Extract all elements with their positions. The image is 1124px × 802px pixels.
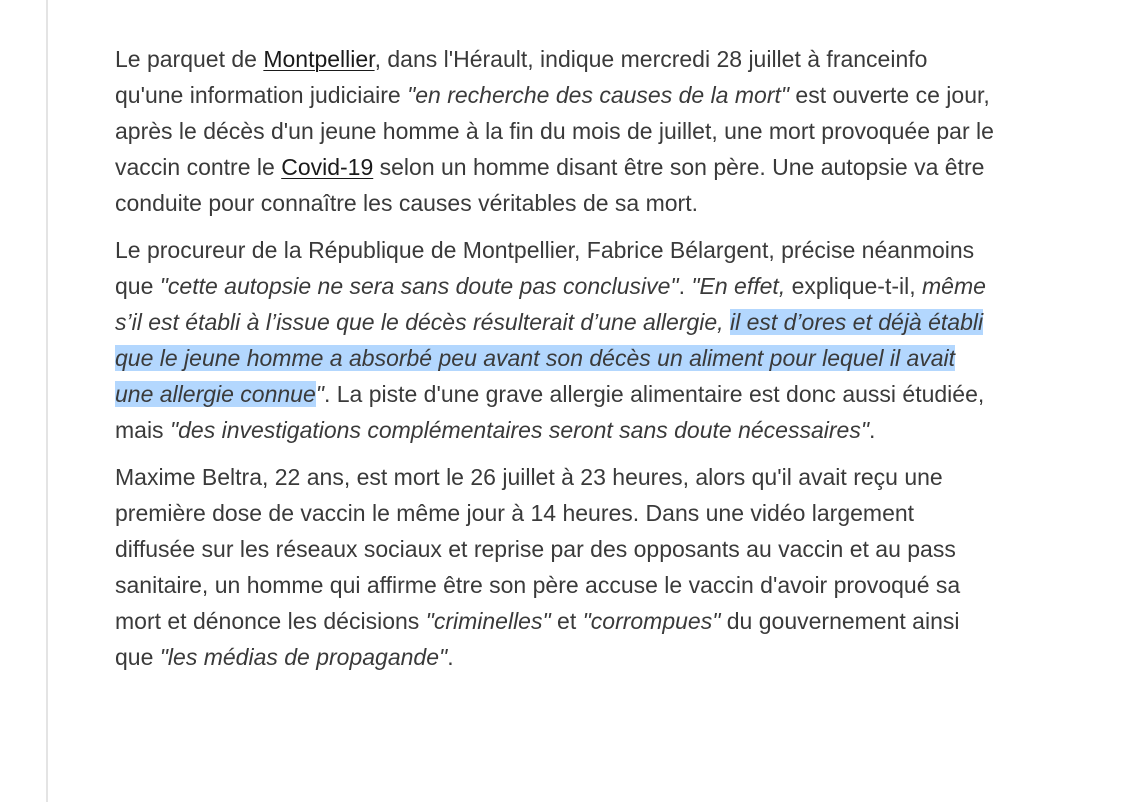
- paragraph-2: [115, 232, 995, 448]
- text: Le parquet de: [115, 46, 264, 72]
- quote: "cette autopsie ne sera sans doute pas conclusive": [159, 273, 679, 299]
- selected-text-highlight[interactable]: il est d’ores et déjà établi que le jeune homme a absorbé peu avant son décès un aliment pour lequel il avait une allergie connue: [115, 309, 984, 407]
- paragraph-1: [115, 41, 995, 221]
- text: .: [868, 417, 876, 443]
- quote: "en recherche des causes de la mort": [407, 82, 790, 108]
- text: Le procureur de la République de Montpellier, Fabrice Bélargent, précise néanmoins que: [115, 237, 975, 299]
- left-border-rule: [46, 0, 48, 802]
- text: Maxime Beltra, 22 ans, est mort le 26 juillet à 23 heures, alors qu'il avait reçu une première dose de vaccin le même jour à 14 heures. Dans une vidéo largement diffusée sur les réseaux sociaux et reprise par des opposants au vaccin et au pass sanitaire, un homme qui affirme être son père accuse le vaccin d'avoir provoqué sa mort et dénonce les décisions: [115, 464, 961, 634]
- text: est ouverte ce jour, après le décès d'un jeune homme à la fin du mois de juillet, une mort provoquée par le vaccin contre le: [115, 82, 994, 180]
- text: . La piste d'une grave allergie alimentaire est donc aussi étudiée, mais: [115, 381, 985, 443]
- text: , dans l'Hérault, indique mercredi 28 juillet à franceinfo qu'une information judiciaire: [115, 46, 928, 108]
- paragraph-3: [115, 459, 995, 675]
- quote: "des investigations complémentaires seront sans doute nécessaires": [169, 417, 869, 443]
- quote: "En effet,: [691, 273, 786, 299]
- text: .: [447, 644, 454, 670]
- quote: "les médias de propagande": [159, 644, 448, 670]
- link-montpellier[interactable]: Montpellier: [263, 46, 375, 72]
- text: du gouvernement ainsi que: [115, 608, 960, 670]
- quote-mark: ": [315, 381, 324, 407]
- quote-part: même s’il est établi à l’issue que le décès résulterait d’une allergie,: [115, 273, 986, 335]
- link-covid-19[interactable]: Covid-19: [281, 154, 374, 180]
- quote: "corrompues": [582, 608, 721, 634]
- article-body: [115, 41, 995, 686]
- quote: "criminelles": [425, 608, 551, 634]
- text: explique-t-il,: [785, 273, 922, 299]
- text: selon un homme disant être son père. Une autopsie va être conduite pour connaître les causes véritables de sa mort.: [115, 154, 985, 216]
- text: et: [550, 608, 583, 634]
- text: .: [678, 273, 692, 299]
